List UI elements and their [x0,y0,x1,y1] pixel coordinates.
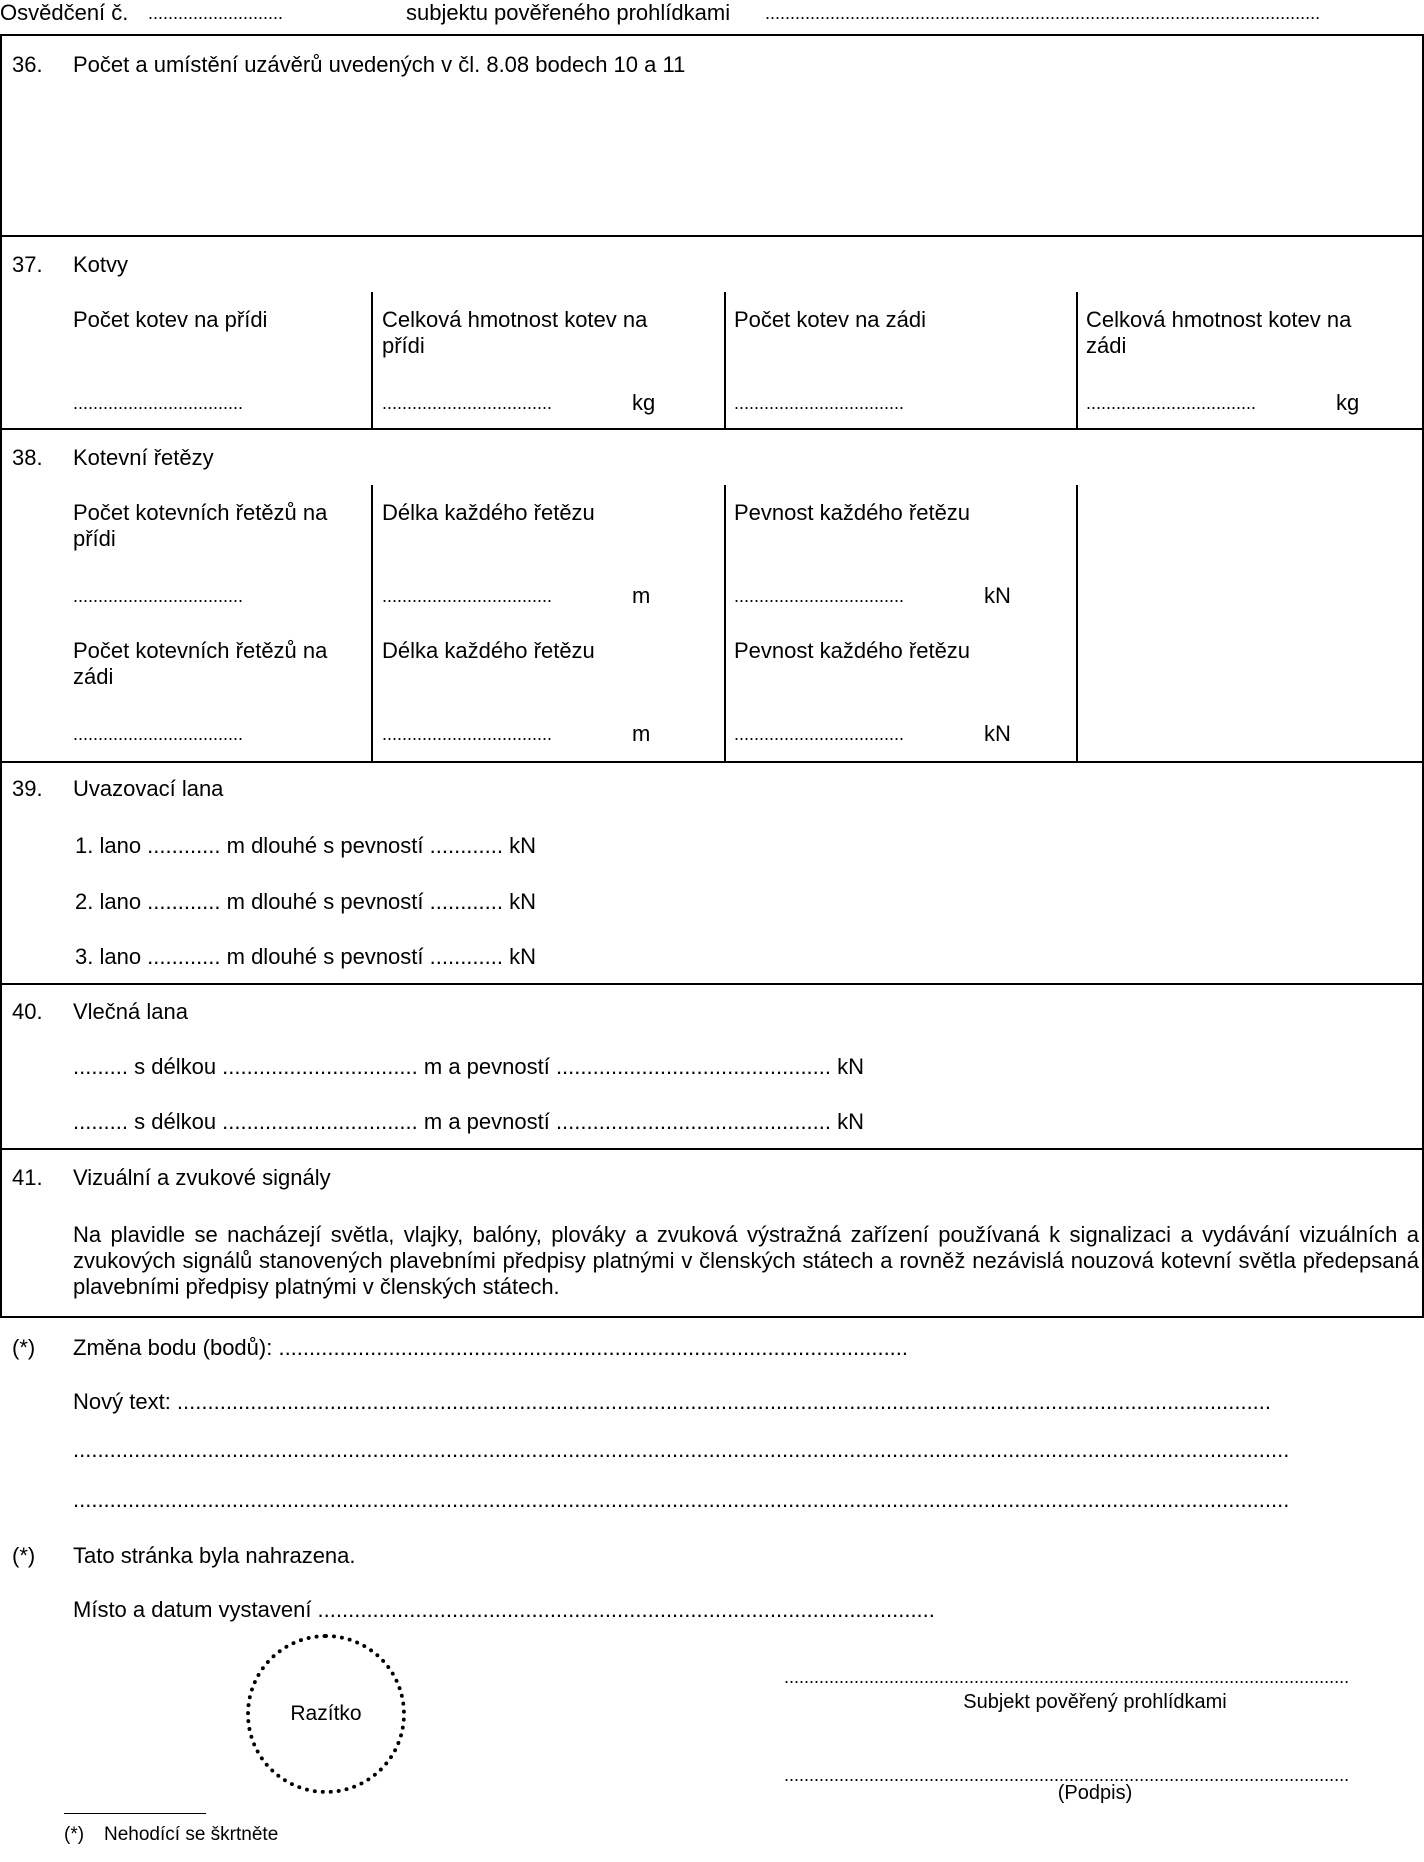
form-top-border [0,34,1424,36]
divider-36-37 [0,235,1424,237]
section-37-title: Kotvy [73,252,129,277]
chains-bow-length-label: Délka každého řetězu [382,500,595,525]
section-38-number: 38. [12,445,43,470]
anchors-stern-count-field: .................................. [734,393,905,413]
section-39-number: 39. [12,776,43,801]
changed-items-field: Změna bodu (bodů): ....................................................................................................... [73,1335,909,1360]
section-36-number: 36. [12,52,43,77]
section-37-number: 37. [12,252,43,277]
mooring-line-3: 3. lano ............ m dlouhé s pevností ............ kN [75,944,536,969]
mooring-line-2: 2. lano ............ m dlouhé s pevností ............ kN [75,889,536,914]
signature-line: ................................................................................................................. [784,1765,1350,1785]
section-39-title: Uvazovací lana [73,776,224,801]
col-divider [724,485,726,761]
section-40-number: 40. [12,999,43,1024]
col-divider [1076,292,1078,428]
divider-39-40 [0,983,1424,985]
divider-37-38 [0,428,1424,430]
form-bottom-border [0,1316,1424,1318]
chains-stern-strength-field: .................................. [734,724,905,744]
header-middle: subjektu pověřeného prohlídkami [406,0,731,25]
col-divider [371,485,373,761]
unit-label: kN [984,721,1011,746]
anchors-stern-weight-field: .................................. [1086,393,1257,413]
divider-40-41 [0,1148,1424,1150]
footnote-rule [64,1813,206,1814]
footnote-text: Nehodící se škrtněte [104,1824,279,1845]
anchors-stern-count-label: Počet kotev na zádi [734,307,927,332]
anchors-bow-count-label: Počet kotev na přídi [73,307,268,332]
place-date-field: Místo a datum vystavení ..................................................................................................... [73,1597,935,1622]
chains-bow-count-field: .................................. [73,586,244,606]
certificate-number-field: ........................... [148,3,284,23]
unit-label: kN [984,583,1011,608]
header-prefix: Osvědčení č. [0,0,129,25]
towline-1: ......... s délkou ................................ m a pevností ............................................. kN [73,1054,865,1079]
section-41-text: Na plavidle se nacházejí světla, vlajky, balóny, plováky a zvuková výstražná zařízení používaná k signalizaci a vydávání vizuálních a zvukových signálů stanovených plavebními předpisy platnými v členských státech a rovněž nezávislá nouzová kotevní světla předepsaná plavebními předpisy platnými v členských státech. [73,1222,1419,1299]
header-dots: ............................................................................................................... [765,3,1321,23]
chains-stern-count-field: .................................. [73,724,244,744]
anchors-bow-weight-field: .................................. [382,393,553,413]
stamp-label: Razítko [290,1702,362,1725]
unit-label: m [632,583,651,608]
unit-label: kg [632,390,656,415]
asterisk-note-mark: (*) [12,1335,36,1360]
chains-bow-length-field: .................................. [382,586,553,606]
chains-bow-strength-label: Pevnost každého řetězu [734,500,971,525]
divider-38-39 [0,761,1424,763]
mooring-line-1: 1. lano ............ m dlouhé s pevností ............ kN [75,833,536,858]
anchors-bow-count-field: .................................. [73,393,244,413]
chains-bow-count-label: Počet kotevních řetězů na přídi [73,500,328,551]
new-text-field: Nový text: ................................................................................................................................................................................... [73,1389,1272,1414]
section-40-title: Vlečná lana [73,999,188,1024]
col-divider [1076,485,1078,761]
towline-2: ......... s délkou ................................ m a pevností ............................................. kN [73,1109,865,1134]
chains-stern-count-label: Počet kotevních řetězů na zádi [73,638,328,689]
subject-label: Subjekt pověřený prohlídkami [963,1691,1227,1713]
chains-stern-length-field: .................................. [382,724,553,744]
section-38-title: Kotevní řetězy [73,445,214,470]
page-replaced-note: Tato stránka byla nahrazena. [73,1543,356,1568]
anchors-stern-weight-label: Celková hmotnost kotev na zádi [1086,307,1352,358]
new-text-line: ....................................................................................................................................................................................................... [73,1437,1290,1462]
section-36-title: Počet a umístění uzávěrů uvedených v čl. 8.08 bodech 10 a 11 [73,52,686,77]
section-41-number: 41. [12,1165,43,1190]
chains-bow-strength-field: .................................. [734,586,905,606]
new-text-line: ....................................................................................................................................................................................................... [73,1487,1290,1512]
signature-label: (Podpis) [1057,1782,1133,1804]
chains-stern-strength-label: Pevnost každého řetězu [734,638,971,663]
unit-label: kg [1336,390,1360,415]
section-41-title: Vizuální a zvukové signály [73,1165,331,1190]
footnote-mark: (*) [64,1824,85,1845]
subject-signature-line: ................................................................................................................. [784,1667,1350,1687]
chains-stern-length-label: Délka každého řetězu [382,638,595,663]
col-divider [724,292,726,428]
col-divider [371,292,373,428]
anchors-bow-weight-label: Celková hmotnost kotev na přídi [382,307,648,358]
unit-label: m [632,721,651,746]
form-left-border [0,34,2,1318]
asterisk-note-mark: (*) [12,1543,36,1568]
